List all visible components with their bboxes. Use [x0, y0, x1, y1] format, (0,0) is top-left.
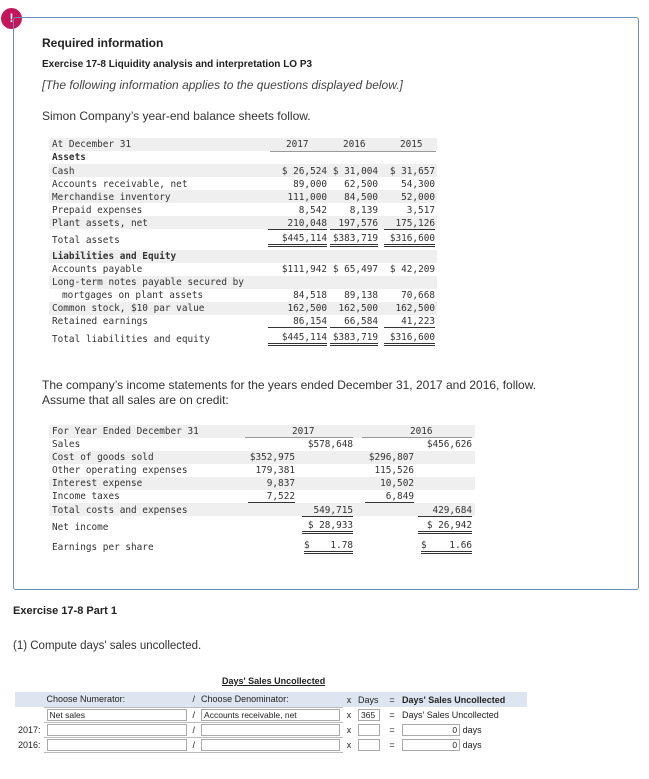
exercise-title: Exercise 17-8 Liquidity analysis and interpretation LO P3 — [42, 59, 313, 70]
balance-cell: $445,114 — [268, 332, 327, 346]
times: x — [346, 709, 352, 720]
expense-label: Cost of goods sold — [52, 452, 154, 463]
balance-cell: $ 31,657 — [389, 166, 435, 177]
balance-cell: 54,300 — [401, 179, 435, 190]
net-income-label: Net income — [52, 522, 109, 533]
answer-table — [15, 692, 527, 753]
slash: / — [190, 737, 199, 752]
equals-header: = — [389, 694, 395, 705]
balance-cell: 3,517 — [406, 205, 435, 216]
income-header: For Year Ended December 31 — [52, 426, 199, 437]
balance-cell: 84,500 — [344, 192, 378, 203]
result-unit: days — [462, 724, 482, 735]
denominator-input-2016[interactable] — [201, 739, 340, 751]
sales-2017: $578,648 — [307, 439, 353, 450]
balance-cell: 70,668 — [401, 290, 435, 301]
balance-row-label: Accounts payable — [52, 264, 143, 275]
balance-row-label: Common stock, $10 par value — [52, 303, 205, 314]
income-year: 2016 — [410, 426, 433, 437]
balance-cell: 8,542 — [298, 205, 327, 216]
numerator-header: Choose Numerator: — [44, 692, 190, 707]
expense-2017: 7,522 — [248, 491, 295, 503]
balance-cell: 162,500 — [338, 303, 378, 314]
result-2017: 0 — [402, 724, 460, 736]
balance-cell: 66,584 — [330, 316, 378, 328]
income-intro: The company’s income statements for the years ended December 31, 2017 and 2016, follow. — [42, 378, 537, 392]
balance-cell: 197,576 — [330, 218, 378, 230]
slash-header: / — [190, 692, 199, 707]
net-income-2017: $ 28,933 — [302, 520, 353, 534]
balance-year: 2016 — [343, 139, 366, 150]
sales-label: Sales — [52, 439, 81, 450]
total-costs-2017: 549,715 — [302, 505, 353, 517]
balance-year: 2015 — [400, 139, 423, 150]
result-2016: 0 — [402, 739, 460, 751]
balance-row-label: Accounts receivable, net — [52, 179, 188, 190]
balance-cell: 62,500 — [344, 179, 378, 190]
times: x — [346, 724, 352, 735]
total-liabilities-label: Total liabilities and equity — [52, 334, 211, 345]
equals: = — [389, 724, 395, 735]
expense-2016: 6,849 — [365, 491, 414, 503]
balance-cell: $ 42,209 — [389, 264, 435, 275]
eps-2017: $ 1.78 — [304, 540, 353, 554]
balance-cell: $ 31,004 — [332, 166, 378, 177]
balance-row-label: Long-term notes payable secured by — [52, 277, 244, 288]
equals: = — [389, 739, 395, 750]
balance-row-label: Merchandise inventory — [52, 192, 171, 203]
sales-2016: $456,626 — [426, 439, 472, 450]
balance-row-label: Prepaid expenses — [52, 205, 143, 216]
expense-2016: $296,807 — [368, 452, 414, 463]
balance-row-label: Cash — [52, 166, 75, 177]
intro-text: Simon Company’s year-end balance sheets follow. — [42, 109, 311, 123]
slash: / — [190, 707, 199, 722]
denominator-header: Choose Denominator: — [198, 692, 343, 707]
denominator-input-2017[interactable] — [201, 724, 340, 736]
balance-cell: 84,518 — [293, 290, 327, 301]
income-year: 2017 — [292, 426, 315, 437]
eps-2016: $ 1.66 — [421, 540, 472, 554]
balance-cell: $ 26,524 — [281, 166, 327, 177]
alert-icon: ! — [1, 8, 22, 29]
total-assets-label: Total assets — [52, 235, 120, 246]
balance-cell: 210,048 — [268, 218, 327, 230]
expense-2016: 115,526 — [374, 465, 414, 476]
balance-cell: 111,000 — [287, 192, 327, 203]
formula-denominator: Accounts receivable, net — [201, 709, 340, 721]
total-costs-label: Total costs and expenses — [52, 505, 188, 516]
balance-cell: $ 65,497 — [332, 264, 378, 275]
balance-cell: 86,154 — [268, 316, 327, 328]
question-text: (1) Compute days' sales uncollected. — [13, 640, 202, 652]
liabilities-heading: Liabilities and Equity — [52, 251, 177, 262]
expense-2017: $352,975 — [249, 452, 295, 463]
eps-label: Earnings per share — [52, 542, 154, 553]
balance-row-label: mortgages on plant assets — [62, 290, 204, 301]
balance-cell: $316,600 — [384, 332, 435, 346]
slash: / — [190, 722, 199, 737]
row-year-label: 2017: — [18, 724, 41, 735]
expense-label: Other operating expenses — [52, 465, 188, 476]
balance-row-label: Retained earnings — [52, 316, 148, 327]
balance-cell: $111,942 — [281, 264, 327, 275]
balance-cell: 162,500 — [395, 303, 435, 314]
days-input-2016[interactable] — [358, 739, 380, 751]
expense-label: Interest expense — [52, 478, 143, 489]
formula-result: Days' Sales Uncollected — [402, 709, 499, 720]
balance-cell: $445,114 — [268, 233, 327, 247]
expense-2017: 179,381 — [255, 465, 295, 476]
total-costs-2016: 429,684 — [418, 505, 472, 517]
numerator-input-2017[interactable] — [47, 724, 187, 736]
days-input-2017[interactable] — [358, 724, 380, 736]
expense-2016: 10,502 — [380, 478, 414, 489]
balance-header: At December 31 — [52, 139, 132, 150]
expense-label: Income taxes — [52, 491, 120, 502]
balance-cell: 89,000 — [293, 179, 327, 190]
expense-2017: 9,837 — [266, 478, 295, 489]
times: x — [346, 739, 352, 750]
answer-table-title: Days' Sales Uncollected — [222, 676, 326, 686]
formula-numerator: Net sales — [47, 709, 187, 721]
balance-cell: $316,600 — [384, 233, 435, 247]
net-income-2016: $ 26,942 — [418, 520, 472, 534]
income-intro-2: Assume that all sales are on credit: — [42, 393, 229, 407]
balance-cell: 52,000 — [401, 192, 435, 203]
equals: = — [389, 709, 395, 720]
balance-cell: 41,223 — [384, 316, 435, 328]
result-header: Days' Sales Uncollected — [402, 694, 506, 705]
note-text: [The following information applies to the questions displayed below.] — [42, 78, 403, 92]
balance-cell: 175,126 — [384, 218, 435, 230]
times-header: x — [346, 694, 352, 705]
balance-row-label: Plant assets, net — [52, 218, 148, 229]
numerator-input-2016[interactable] — [47, 739, 187, 751]
balance-year: 2017 — [286, 139, 309, 150]
part-title: Exercise 17-8 Part 1 — [13, 605, 117, 617]
balance-cell: 89,138 — [344, 290, 378, 301]
balance-cell: 162,500 — [287, 303, 327, 314]
balance-cell: $383,719 — [330, 233, 378, 247]
balance-cell: 8,139 — [349, 205, 378, 216]
days-header: Days — [358, 694, 379, 705]
balance-cell: $383,719 — [330, 332, 378, 346]
required-info-heading: Required information — [42, 36, 164, 50]
formula-days: 365 — [358, 709, 380, 721]
assets-heading: Assets — [52, 152, 86, 163]
row-year-label: 2016: — [18, 739, 41, 750]
result-unit: days — [462, 739, 482, 750]
